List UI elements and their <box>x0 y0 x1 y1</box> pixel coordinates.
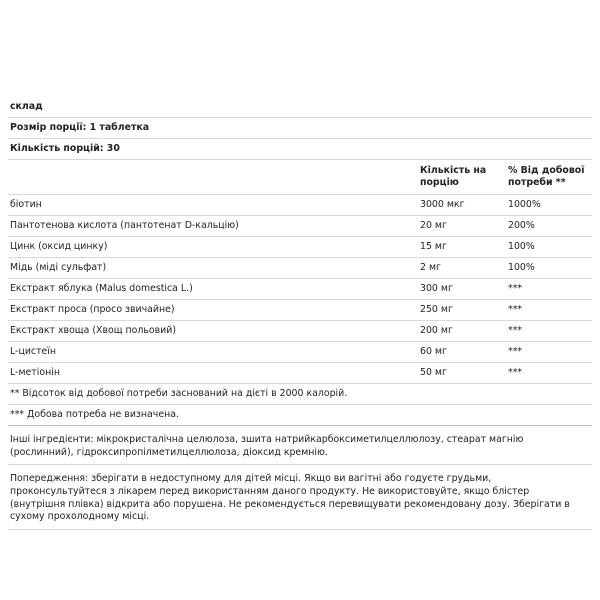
dv-footnote-row <box>8 384 592 405</box>
table-row <box>8 279 592 300</box>
nutrient-amount: 15 мг <box>420 241 447 253</box>
nutrient-name: Екстракт яблука (Malus domestica L.) <box>10 283 193 295</box>
nutrient-dv: *** <box>508 304 523 316</box>
nutrient-name: L-цистеїн <box>10 346 57 358</box>
nutrient-amount: 300 мг <box>420 283 453 295</box>
title-row <box>8 97 592 118</box>
panel-title: склад <box>10 101 43 113</box>
nutrient-amount: 50 мг <box>420 367 447 379</box>
nutrient-dv: 100% <box>508 262 535 274</box>
table-row <box>8 216 592 237</box>
nutrient-dv: *** <box>508 283 523 295</box>
nutrient-name: Екстракт проса (просо звичайне) <box>10 304 175 316</box>
not-established-footnote-row <box>8 405 592 426</box>
amount-per-serving-header: Кількість на порцію <box>420 164 487 188</box>
table-row <box>8 321 592 342</box>
table-row <box>8 258 592 279</box>
warning-text: Попередження: зберігати в недоступному для дітей місці. Якщо ви вагітні або годуєте грудьми, проконсультуйтеся з лікарем перед використанням даного продукту. Не використовуйте, якщо блістер (внутрішня плівка) відкрита або порушена. Не рекомендується перевищувати рекомендовану дозу. Зберігати в сухому прохолодному місці. <box>10 473 570 523</box>
nutrient-name: Цинк (оксид цинку) <box>10 241 108 253</box>
table-row <box>8 237 592 258</box>
nutrient-dv: 1000% <box>508 199 541 211</box>
table-row <box>8 342 592 363</box>
table-row <box>8 300 592 321</box>
not-established-footnote: *** Добова потреба не визначена. <box>10 409 179 421</box>
nutrient-amount: 250 мг <box>420 304 453 316</box>
serving-size-row <box>8 118 592 139</box>
nutrient-amount: 3000 мкг <box>420 199 465 211</box>
servings-per-container: Кількість порцій: 30 <box>10 143 120 155</box>
nutrient-name: Пантотенова кислота (пантотенат D-кальцію) <box>10 220 239 232</box>
nutrient-amount: 200 мг <box>420 325 453 337</box>
nutrient-name: L-метіонін <box>10 367 60 379</box>
nutrient-amount: 2 мг <box>420 262 441 274</box>
nutrient-dv: 200% <box>508 220 535 232</box>
serving-size: Розмір порції: 1 таблетка <box>10 122 150 134</box>
table-header-row <box>8 160 592 195</box>
nutrient-dv: *** <box>508 367 523 379</box>
nutrient-amount: 20 мг <box>420 220 447 232</box>
nutrient-amount: 60 мг <box>420 346 447 358</box>
nutrient-name: Екстракт хвоща (Хвощ польовий) <box>10 325 177 337</box>
daily-value-header: % Від добової потреби ** <box>508 164 585 188</box>
nutrient-dv: *** <box>508 325 523 337</box>
warning-row <box>8 469 592 530</box>
other-ingredients: Інші інгредієнти: мікрокристалічна целюлоза, зшита натрийкарбоксиметилцеллюлозу, стеарат магнію (рослинний), гідроксипропілметилцеллюлоза, діоксид кремнію. <box>10 434 524 458</box>
table-row <box>8 195 592 216</box>
nutrient-dv: *** <box>508 346 523 358</box>
nutrient-name: біотин <box>10 199 42 211</box>
servings-row <box>8 139 592 160</box>
table-row <box>8 363 592 384</box>
nutrient-name: Мідь (міді сульфат) <box>10 262 107 274</box>
supplement-facts-panel <box>8 97 592 530</box>
nutrient-dv: 100% <box>508 241 535 253</box>
other-ingredients-row <box>8 430 592 465</box>
dv-footnote: ** Відсоток від добової потреби заснований на дієті в 2000 калорій. <box>10 388 348 400</box>
